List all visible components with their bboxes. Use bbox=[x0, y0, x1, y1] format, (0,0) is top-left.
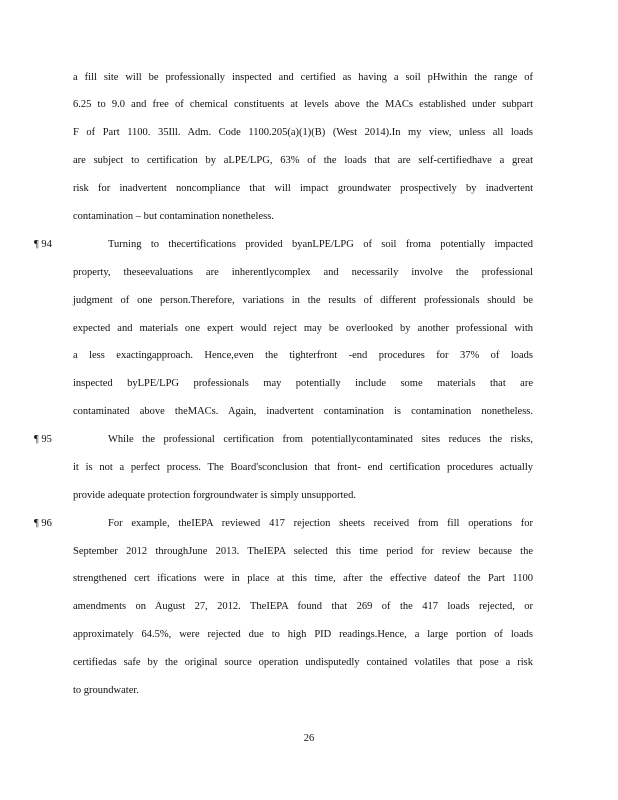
text-line: a fill site will be professionally inspected and certified as having a soil pHwithin the range of bbox=[73, 72, 533, 83]
text-line: provide adequate protection forgroundwater is simply unsupported. bbox=[73, 490, 356, 501]
text-line: risk for inadvertent noncompliance that will impact groundwater prospectively by inadvertent bbox=[73, 183, 533, 194]
text-line: For example, theIEPA reviewed 417 rejection sheets received from fill operations for bbox=[108, 518, 533, 529]
text-line: are subject to certification by aLPE/LPG, 63% of the loads that are self-certifiedhave a great bbox=[73, 155, 533, 166]
text-line: to groundwater. bbox=[73, 685, 139, 696]
paragraph-mark: ¶ 94 bbox=[34, 239, 52, 250]
text-line: expected and materials one expert would reject may be overlooked by another professional with bbox=[73, 323, 533, 334]
text-line: it is not a perfect process. The Board'sconclusion that front- end certification procedures actually bbox=[73, 462, 533, 473]
page-number: 26 bbox=[303, 733, 315, 744]
text-line: amendments on August 27, 2012. TheIEPA found that 269 of the 417 loads rejected, or bbox=[73, 601, 533, 612]
text-line: a less exactingapproach. Hence,even the tighterfront -end procedures for 37% of loads bbox=[73, 350, 533, 361]
text-line: Turning to thecertifications provided byanLPE/LPG of soil froma potentially impacted bbox=[108, 239, 533, 250]
text-line: approximately 64.5%, were rejected due to high PID readings.Hence, a large portion of loads bbox=[73, 629, 533, 640]
text-line: contaminated above theMACs. Again, inadvertent contamination is contamination nonetheless. bbox=[73, 406, 533, 417]
text-line: While the professional certification from potentiallycontaminated sites reduces the risks, bbox=[108, 434, 533, 445]
text-line: F of Part 1100. 35Ill. Adm. Code 1100.205(a)(1)(B) (West 2014).In my view, unless all loads bbox=[73, 127, 533, 138]
text-line: property, theseevaluations are inherentlycomplex and necessarily involve the professional bbox=[73, 267, 533, 278]
text-line: judgment of one person.Therefore, variations in the results of different professionals should be bbox=[73, 295, 533, 306]
text-line: September 2012 throughJune 2013. TheIEPA selected this time period for review because the bbox=[73, 546, 533, 557]
text-line: strengthened cert ifications were in place at this time, after the effective dateof the Part 1100 bbox=[73, 573, 533, 584]
paragraph-mark: ¶ 95 bbox=[34, 434, 52, 445]
text-line: contamination – but contamination nonetheless. bbox=[73, 211, 274, 222]
text-line: inspected byLPE/LPG professionals may potentially include some materials that are bbox=[73, 378, 533, 389]
text-line: certifiedas safe by the original source operation undisputedly contained volatiles that pose a risk bbox=[73, 657, 533, 668]
text-line: 6.25 to 9.0 and free of chemical constituents at levels above the MACs established under subpart bbox=[73, 99, 533, 110]
paragraph-mark: ¶ 96 bbox=[34, 518, 52, 529]
